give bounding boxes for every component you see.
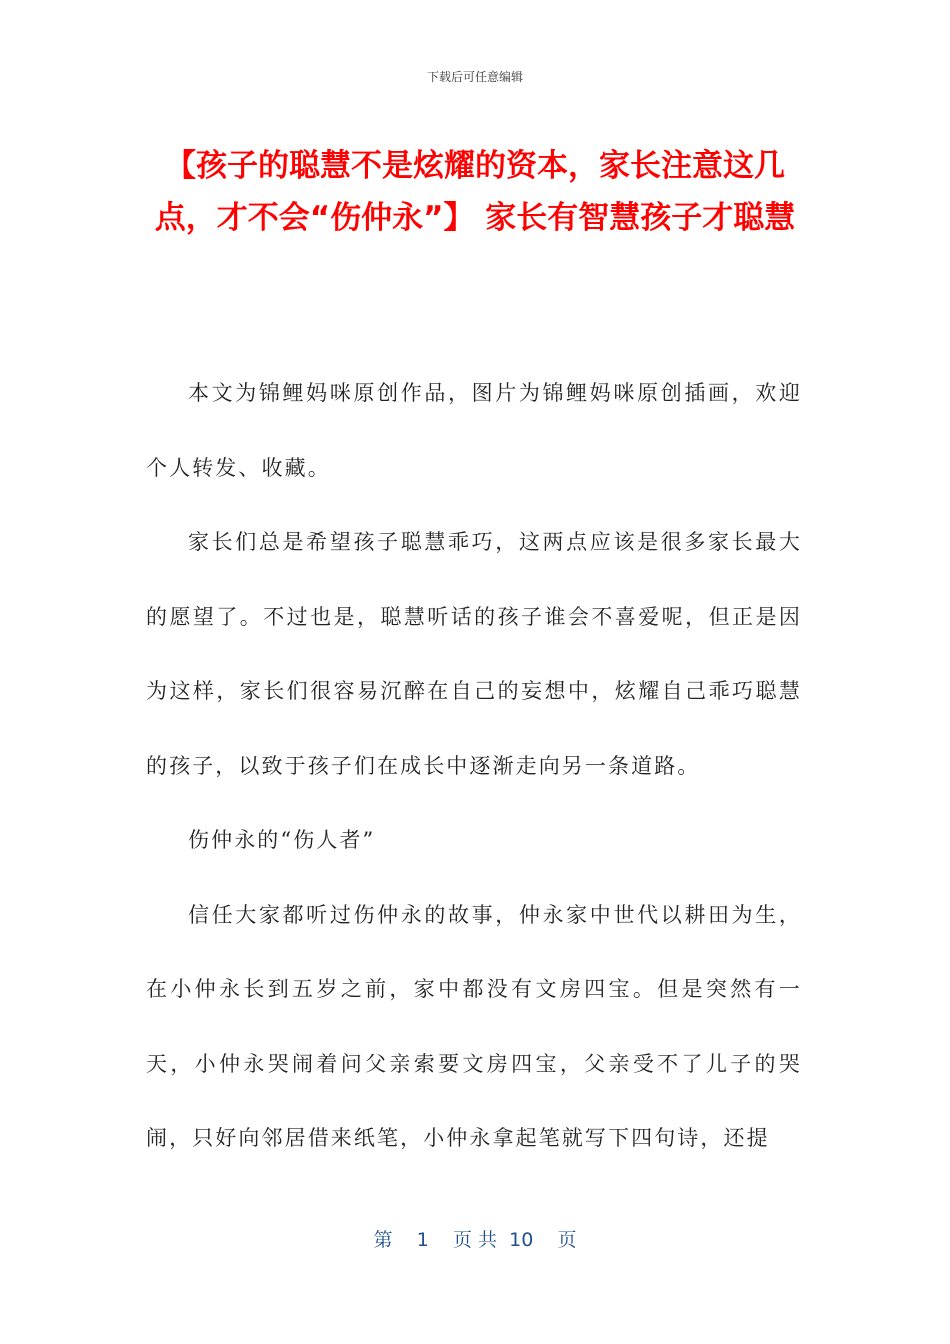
paragraph-intro: 本文为锦鲤妈咪原创作品，图片为锦鲤妈咪原创插画，欢迎个人转发、收藏。	[146, 381, 802, 480]
footer-prefix: 第	[373, 1229, 393, 1251]
paragraph-story: 信任大家都听过伤仲永的故事，仲永家中世代以耕田为生，在小仲永长到五岁之前，家中都没有文房四宝。但是突然有一天，小仲永哭闹着问父亲索要文房四宝，父亲受不了儿子的哭闹，只好向邻居借来纸笔，小仲永拿起笔就写下四句诗，还提	[146, 902, 802, 1150]
footer-total-pages: 10	[509, 1229, 534, 1251]
footer-suffix: 页	[557, 1229, 577, 1251]
paragraph-parents-hope: 家长们总是希望孩子聪慧乖巧，这两点应该是很多家长最大的愿望了。不过也是，聪慧听话的孩子谁会不喜爱呢，但正是因为这样，家长们很容易沉醉在自己的妄想中，炫耀自己乖巧聪慧的孩子，以致于孩子们在成长中逐渐走向另一条道路。	[146, 530, 802, 778]
footer-current-page: 1	[416, 1229, 429, 1251]
document-title: 【孩子的聪慧不是炫耀的资本，家长注意这几点，才不会“伤仲永”】 家长有智慧孩子才聪慧	[154, 148, 796, 236]
section-heading: 伤仲永的“伤人者”	[188, 828, 376, 852]
document-body	[146, 356, 802, 1176]
header-note: 下载后可任意编辑	[426, 70, 523, 84]
footer-middle: 页 共	[452, 1229, 498, 1251]
page-footer	[0, 1225, 950, 1252]
